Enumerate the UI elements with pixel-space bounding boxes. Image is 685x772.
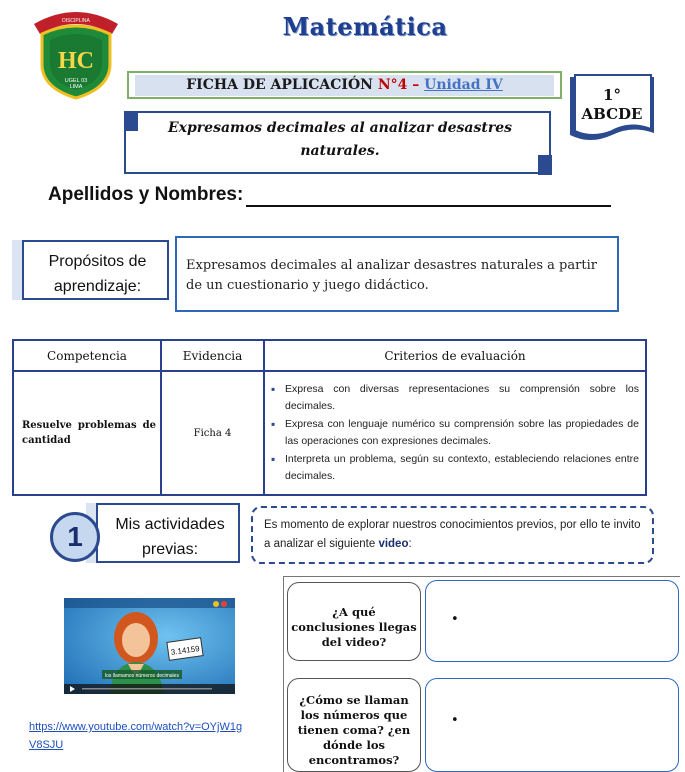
purpose-text: Expresamos decimales al analizar desastres naturales a partir de un cuestionario y juego didáctico. <box>186 258 597 293</box>
ficha-number: N°4 – <box>377 77 425 93</box>
evaluation-table <box>12 339 647 496</box>
question-text: ¿Cómo se llaman los números que tienen coma? ¿en dónde los encontramos? <box>297 693 411 767</box>
evidencia-cell: Ficha 4 <box>161 371 264 495</box>
header-evidencia: Evidencia <box>161 340 264 371</box>
ficha-title <box>135 75 554 96</box>
explore-video-word: video <box>378 538 409 550</box>
svg-text:UGEL 03: UGEL 03 <box>64 78 88 84</box>
criterios-list <box>271 381 639 486</box>
table-row <box>13 371 646 495</box>
svg-text:LIMA: LIMA <box>69 84 83 90</box>
competencia-cell: Resuelve problemas de cantidad <box>13 371 161 495</box>
header-criterios: Criterios de evaluación <box>264 340 646 371</box>
answer-bullet: • <box>451 612 459 627</box>
ficha-prefix: FICHA DE APLICACIÓN <box>186 77 378 93</box>
explore-text <box>264 516 649 554</box>
answer-bullet: • <box>451 713 459 728</box>
list-item: ▪ Interpreta un problema, según su contexto, estableciendo relaciones entre decimales. <box>271 451 639 486</box>
list-item: ▪ Expresa con lenguaje numérico su comprensión sobre las propiedades de las operaciones con expresiones decimales. <box>271 416 639 451</box>
step-number-badge: 1 <box>50 512 100 562</box>
criterios-cell <box>264 371 646 495</box>
grade-sections: ABCDE <box>581 105 643 123</box>
purpose-label: Propósitos de aprendizaje: <box>48 253 147 295</box>
topic-text: Expresamos decimales al analizar desastres naturales. <box>167 120 512 159</box>
grade-text <box>566 86 658 124</box>
video-thumbnail[interactable] <box>64 598 235 694</box>
grade-number: 1° <box>603 86 621 104</box>
purpose-label-bar <box>12 240 24 300</box>
video-number: 3.14159 <box>170 644 201 657</box>
ficha-unit: Unidad IV <box>424 77 503 93</box>
answer-field[interactable] <box>425 678 679 772</box>
topic-tab <box>538 155 552 175</box>
activities-label: Mis actividades previas: <box>115 516 225 558</box>
explore-end: : <box>408 538 412 550</box>
school-logo <box>28 8 124 100</box>
video-caption: los llamamos números decimales <box>105 673 179 679</box>
page-title: Matemática <box>282 12 448 41</box>
names-field[interactable] <box>246 205 611 207</box>
video-link[interactable]: https://www.youtube.com/watch?v=OYjW1gV8SJU <box>29 721 243 751</box>
topic-tab <box>124 111 138 131</box>
table-header-row <box>13 340 646 371</box>
list-item: ▪ Expresa con diversas representaciones su comprensión sobre los decimales. <box>271 381 639 416</box>
logo-text: HC <box>58 48 94 74</box>
svg-text:DISCIPLINA: DISCIPLINA <box>62 18 90 24</box>
answer-field[interactable] <box>425 580 679 662</box>
names-label: Apellidos y Nombres: <box>48 184 244 205</box>
header-competencia: Competencia <box>13 340 161 371</box>
explore-intro: Es momento de explorar nuestros conocimientos previos, por ello te invito a analizar el siguiente <box>264 519 641 550</box>
question-text: ¿A qué conclusiones llegas del video? <box>291 605 417 649</box>
